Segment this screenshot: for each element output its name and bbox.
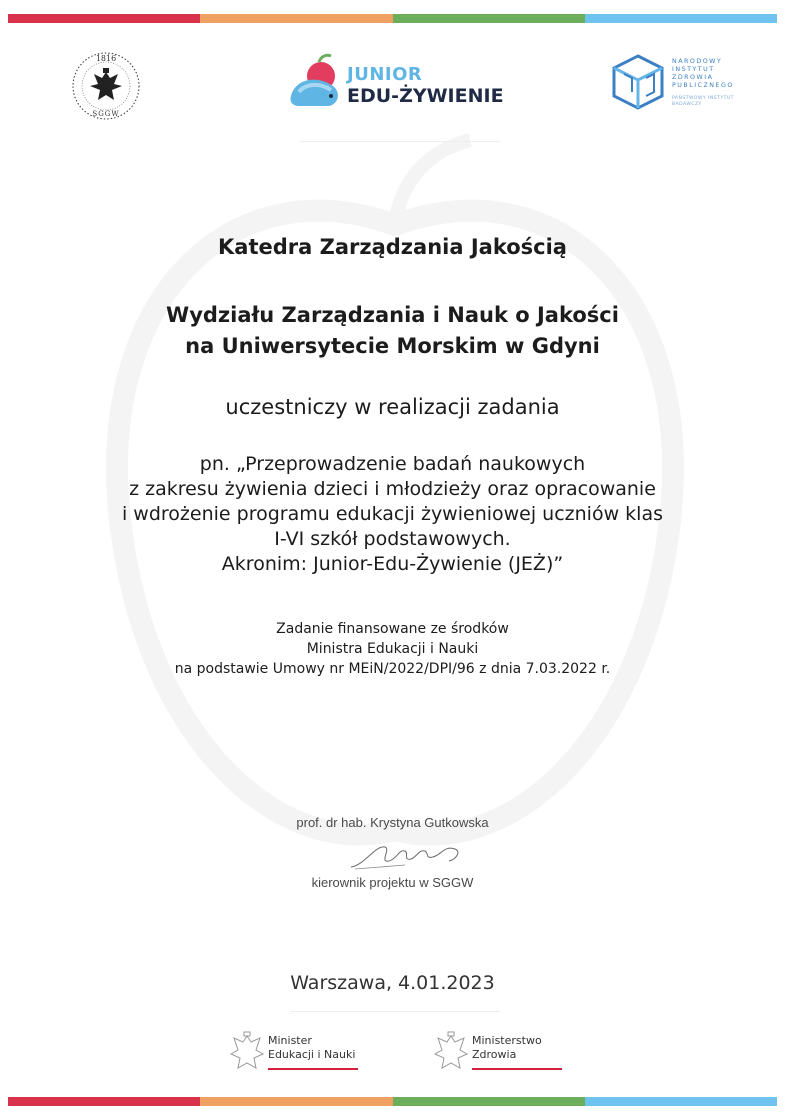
pzh-name-line: PUBLICZNEGO (672, 82, 734, 89)
pzh-subtitle-line: BADAWCZY (672, 102, 702, 107)
faculty-line: Wydziału Zarządzania i Nauk o Jakości (166, 303, 619, 327)
pzh-name (672, 58, 734, 90)
pzh-subtitle-line: PAŃSTWOWY INSTYTUT (672, 96, 734, 101)
header-divider (300, 141, 500, 142)
junior-wordmark: JUNIOR (347, 64, 423, 85)
ministry-underline (268, 1068, 358, 1070)
faculty-name (0, 300, 785, 362)
task-line: Akronim: Junior-Edu-Żywienie (JEŻ)” (221, 553, 564, 575)
faculty-line: na Uniwersytecie Morskim w Gdyni (185, 334, 600, 358)
pzh-name-line: ZDROWIA (672, 74, 714, 81)
stripe-orange (200, 1097, 392, 1106)
ministry-name-line: Zdrowia (472, 1048, 517, 1061)
bottom-color-stripe (8, 1097, 777, 1106)
funding-line: Ministra Edukacji i Nauki (306, 641, 479, 657)
sggw-year: 1816 (95, 54, 117, 63)
task-line: pn. „Przeprowadzenie badań naukowych (199, 453, 586, 475)
pzh-cube-icon (610, 52, 666, 112)
stripe-blue (585, 1097, 777, 1106)
funding-note (0, 619, 785, 679)
stripe-green (393, 1097, 585, 1106)
stripe-red (8, 1097, 200, 1106)
place-and-date: Warszawa, 4.01.2023 (290, 972, 495, 994)
footer-divider (290, 1011, 500, 1012)
ministry-underline (472, 1068, 562, 1070)
ministry-name (472, 1034, 542, 1062)
white-eagle-icon (434, 1030, 468, 1074)
ministry-name (268, 1034, 355, 1062)
apple-hedgehog-icon (285, 52, 347, 112)
funding-line: na podstawie Umowy nr MEiN/2022/DPI/96 z dnia 7.03.2022 r. (174, 661, 611, 677)
ministry-name-line: Edukacji i Nauki (268, 1048, 356, 1061)
task-description (0, 452, 785, 577)
junior-edu-zywienie-logo (285, 52, 515, 112)
pzh-logo (610, 52, 750, 112)
signatory-role: kierownik projektu w SGGW (311, 875, 474, 890)
participation-statement: uczestniczy w realizacji zadania (225, 395, 560, 419)
task-line: z zakresu żywienia dzieci i młodzieży oraz opracowanie (129, 478, 656, 500)
pzh-name-line: INSTYTUT (672, 66, 715, 73)
sggw-abbreviation: SGGW (92, 110, 120, 118)
pzh-subtitle (672, 96, 734, 108)
sggw-logo (70, 50, 142, 122)
white-eagle-icon (230, 1030, 264, 1074)
handwritten-signature (345, 835, 475, 875)
task-line: I-VI szkół podstawowych. (274, 528, 511, 550)
ministry-name-line: Ministerstwo (472, 1034, 542, 1047)
pzh-name-line: NARODOWY (672, 58, 723, 65)
institution-name: Katedra Zarządzania Jakością (218, 235, 567, 259)
task-line: i wdrożenie programu edukacji żywieniowej uczniów klas (121, 503, 663, 525)
funding-line: Zadanie finansowane ze środków (276, 621, 509, 637)
ministry-name-line: Minister (268, 1034, 312, 1047)
edu-zywienie-wordmark: EDU-ŻYWIENIE (347, 85, 504, 107)
signatory-name: prof. dr hab. Krystyna Gutkowska (296, 815, 489, 830)
